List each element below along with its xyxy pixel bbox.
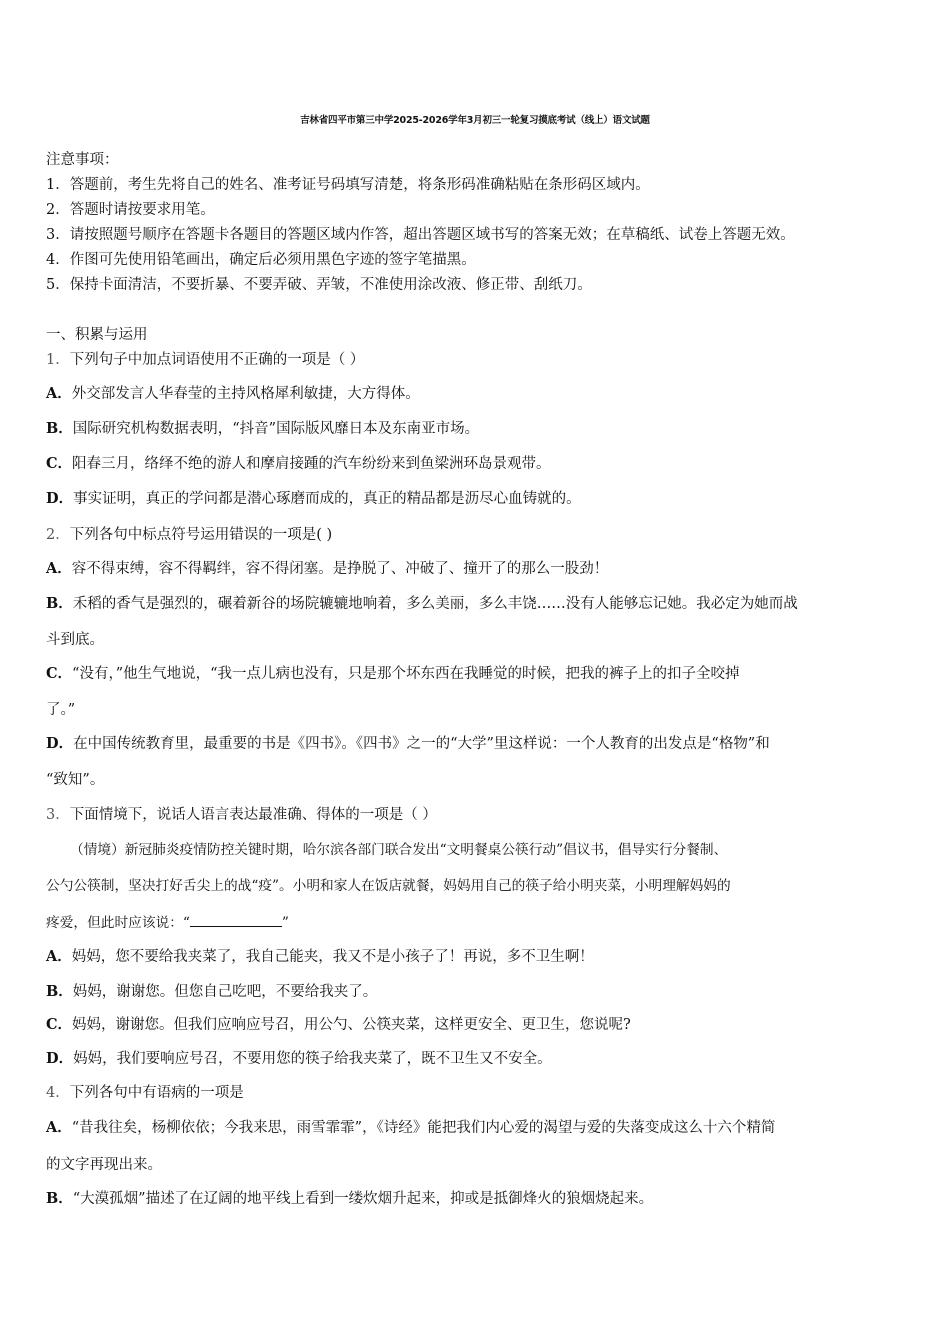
- option-continuation: “致知”。: [46, 772, 105, 788]
- option-c: [46, 1015, 631, 1035]
- option-label: C．: [46, 665, 73, 682]
- option-label: A．: [46, 560, 72, 577]
- context-text: （情境）新冠肺炎疫情防控关键时期，哈尔滨各部门联合发出“文明餐桌公筷行动”倡议书，倡导实行分餐制、: [70, 842, 728, 858]
- option-text: “大漠孤烟”描述了在辽阔的地平线上看到一缕炊烟升起来，抑或是抵御烽火的狼烟烧起来。: [72, 1191, 654, 1207]
- option-label: D．: [46, 735, 74, 752]
- option-text: 在中国传统教育里，最重要的书是《四书》。《四书》之一的“大学”里这样说：一个人教育的出发点是“格物”和: [73, 736, 770, 752]
- context-text: [46, 912, 289, 933]
- option-continuation: 的文字再现出来。: [46, 1157, 162, 1173]
- option-label: D．: [46, 490, 74, 507]
- option-label: D．: [46, 1050, 74, 1067]
- option-a: [46, 1118, 775, 1138]
- option-a: [46, 947, 594, 967]
- option-label: C．: [46, 455, 73, 472]
- option-c: [46, 454, 551, 474]
- option-b: [46, 1189, 653, 1209]
- option-continuation: 斗到底。: [46, 632, 104, 648]
- option-text: 妈妈，我们要响应号召，不要用您的筷子给我夹菜了，既不卫生又不安全。: [73, 1051, 552, 1067]
- context-text-post: ”: [281, 915, 289, 931]
- question-3: [46, 805, 437, 825]
- option-b: [46, 419, 479, 439]
- option-b: [46, 594, 798, 614]
- question-number: 4．: [46, 1085, 70, 1101]
- option-label: B．: [46, 420, 73, 437]
- option-label: B．: [46, 983, 73, 1000]
- notice-item: 4．作图可先使用铅笔画出，确定后必须用黑色字迹的签字笔描黑。: [46, 252, 476, 268]
- question-2: [46, 525, 332, 545]
- question-number: 1．: [46, 352, 70, 368]
- option-label: C．: [46, 1016, 73, 1033]
- option-text: “昔我往矣，杨柳依依；今我来思，雨雪霏霏”，《诗经》能把我们内心爱的渴望与爱的失落变成这么十六个精简: [71, 1120, 776, 1136]
- question-number: 3．: [46, 807, 70, 823]
- option-text: 禾稻的香气是强烈的，碾着新谷的场院辘辘地响着，多么美丽，多么丰饶……没有人能够忘记她。我必定为她而战: [72, 596, 798, 612]
- question-1: [46, 350, 364, 370]
- option-a: [46, 384, 420, 404]
- answer-blank: [190, 912, 282, 927]
- option-label: B．: [46, 595, 73, 612]
- option-text: 妈妈，谢谢您。但您自己吃吧，不要给我夹了。: [72, 984, 378, 1000]
- notice-item: 3．请按照题号顺序在答题卡各题目的答题区域内作答，超出答题区域书写的答案无效；在草稿纸、试卷上答题无效。: [46, 227, 795, 243]
- option-text: 阳春三月，络绎不绝的游人和摩肩接踵的汽车纷纷来到鱼梁洲环岛景观带。: [72, 456, 551, 472]
- option-text: 妈妈，谢谢您。但我们应响应号召，用公勺、公筷夹菜，这样更安全、更卫生，您说呢?: [72, 1017, 631, 1033]
- question-stem: 下列各句中有语病的一项是: [69, 1085, 244, 1101]
- question-number: 2．: [46, 527, 70, 543]
- option-text: 外交部发言人华春莹的主持风格犀利敏捷，大方得体。: [71, 386, 420, 402]
- question-stem: 下列各句中标点符号运用错误的一项是( ): [69, 527, 333, 543]
- option-label: A．: [46, 948, 72, 965]
- option-d: [46, 1049, 552, 1069]
- page-title: 吉林省四平市第三中学2025-2026学年3月初三一轮复习摸底考试（线上）语文试题: [300, 115, 650, 126]
- option-label: A．: [46, 1119, 72, 1136]
- option-a: [46, 559, 608, 579]
- option-d: [46, 489, 581, 509]
- notice-item: 5．保持卡面清洁，不要折暴、不要弄破、弄皱，不准使用涂改液、修正带、刮纸刀。: [46, 277, 592, 293]
- context-text-pre: 疼爱，但此时应该说：“: [46, 915, 190, 931]
- question-stem: 下列句子中加点词语使用不正确的一项是（ ）: [69, 352, 365, 368]
- option-label: A．: [46, 385, 72, 402]
- section-heading: 一、积累与运用: [46, 327, 148, 343]
- notice-heading: 注意事项：: [46, 152, 119, 168]
- option-text: 事实证明，真正的学问都是潜心琢磨而成的，真正的精品都是沥尽心血铸就的。: [73, 491, 581, 507]
- option-c: [46, 664, 740, 684]
- notice-item: 1．答题前，考生先将自己的姓名、准考证号码填写清楚，将条形码准确粘贴在条形码区域内。: [46, 177, 650, 193]
- option-text: 国际研究机构数据表明，“抖音”国际版风靡日本及东南亚市场。: [72, 421, 480, 437]
- option-text: 妈妈，您不要给我夹菜了，我自己能夹，我又不是小孩子了！再说，多不卫生啊！: [71, 949, 594, 965]
- notice-item: 2．答题时请按要求用笔。: [46, 202, 215, 218]
- option-d: [46, 734, 770, 754]
- option-b: [46, 982, 377, 1002]
- option-label: B．: [46, 1190, 73, 1207]
- option-text: “没有，”他生气地说，“我一点儿病也没有，只是那个坏东西在我睡觉的时候，把我的裤子上的扣子全咬掉: [72, 666, 740, 682]
- question-4: [46, 1083, 244, 1103]
- context-text: 公勺公筷制，坚决打好舌尖上的战“疫”。小明和家人在饭店就餐，妈妈用自己的筷子给小明夹菜，小明理解妈妈的: [46, 878, 731, 894]
- question-stem: 下面情境下，说话人语言表达最准确、得体的一项是（ ）: [69, 807, 437, 823]
- option-text: 容不得束缚，容不得羁绊，容不得闭塞。是挣脱了、冲破了、撞开了的那么一股劲！: [71, 561, 609, 577]
- option-continuation: 了。”: [46, 702, 76, 718]
